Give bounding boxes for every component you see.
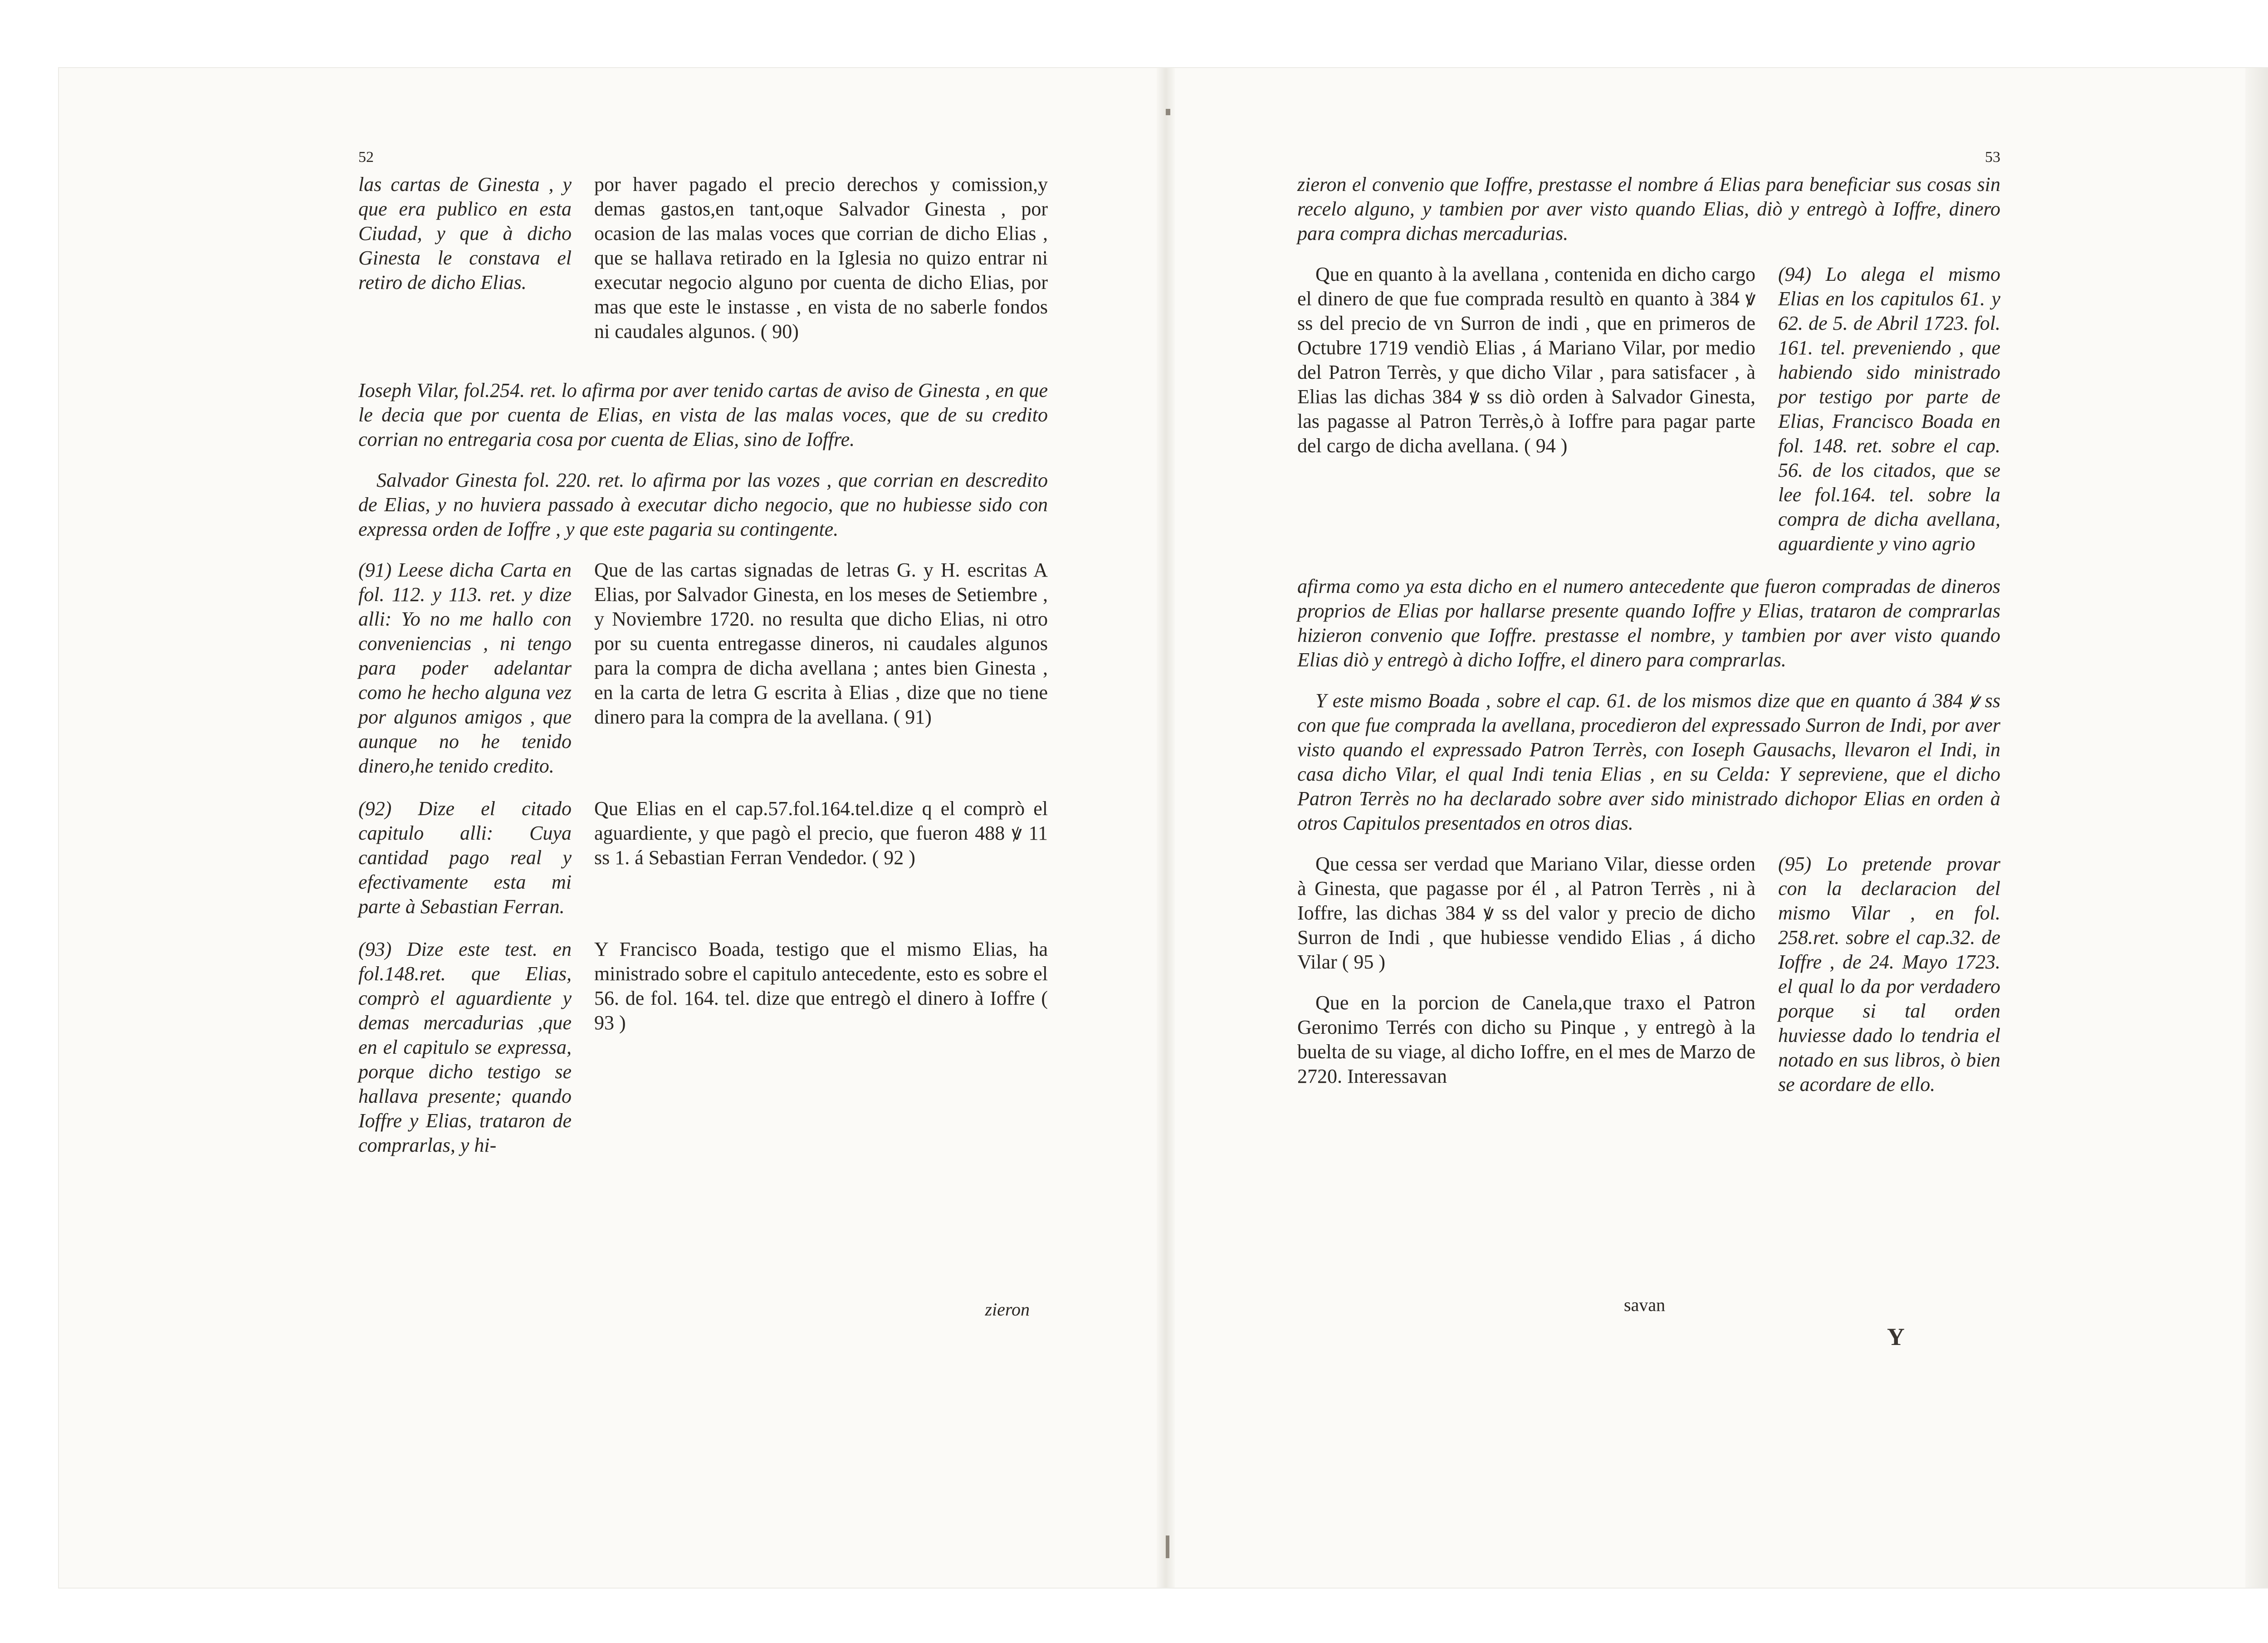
main-text-top: por haver pagado el precio derechos y comission,y demas gastos,en tant,oque Salvador Ginesta , por ocasion de las malas voces que corrian de dicho Elias , que se hallava retirado en la Iglesia no quizo entrar ni executar negocio alguno por cuenta de dicho Elias, por mas que este le instasse , en vista de no saberle fondos ni caudales algunos. ( 90) [594,173,1048,342]
paragraph-95 [1297,852,2000,1105]
top-italic-right: zieron el convenio que Ioffre, prestasse el nombre á Elias para beneficiar sus cosas sin recelo alguno, y tambien por aver visto quando Elias, diò y entregò à Ioffre, dinero para compra dichas mercadurias. [1297,173,2000,244]
gutter-mark-bottom [1166,1535,1169,1558]
paragraph-92 [358,797,1048,919]
top-section-left [358,172,1048,360]
text-95b: Que en la porcion de Canela,que traxo el Patron Geronimo Terrés con dicho su Pinque , y entregò à la buelta de su viage, al dicho Ioffre, en el mes de Marzo de 2720. Interessavan [1297,992,1755,1087]
text-92: Que Elias en el cap.57.fol.164.tel.dize q el comprò el aguardiente, y que pagò el precio, que fueron 488 ꝟ 11 ss 1. á Sebastian Ferran Vendedor. ( 92 ) [594,797,1048,869]
text-93: Y Francisco Boada, testigo que el mismo Elias, ha ministrado sobre el capitulo antecedente, esto es sobre el 56. de fol. 164. tel. dize que entregò el dinero à Ioffre ( 93 ) [594,938,1048,1034]
note-95: (95) Lo pretende provar con la declaracion del mismo Vilar , en fol. 258.ret. sobre el cap.32. de Ioffre , de 24. Mayo 1723. el qual lo da por verdadero porque si tal orden huviesse dado lo tendria el notado en sus libros, ò bien se acordare de ello. [1778,853,2000,1095]
boada-note: Y este mismo Boada , sobre el cap. 61. de los mismos dize que en quanto á 384 ꝟ ss con que fue comprada la avellana, procedieron del expressado Surron de Indi, por aver visto quando el expressado Patron Terrès, con Ioseph Gausachs, llevaron el Indi, in casa dicho Vilar, el qual Indi tenia Elias , en su Celda: Y sepreviene, que el dicho Patron Terrès no ha declarado sobre aver sido ministrado dichopor Elias en orden à otros Capitulos presentados en otros dias. [1297,689,2000,834]
page-edge [2245,68,2268,1588]
salvador-note: Salvador Ginesta fol. 220. ret. lo afirma por las vozes , que corrian en descredito de Elias, y no huviera passado à executar dicho negocio, que no hubiesse sido con expressa orden de Ioffre , y que este pagaria su contingente. [358,469,1048,540]
margin-note-top: las cartas de Ginesta , y que era publico en esta Ciudad, y que à dicho Ginesta le constava el retiro de dicho Elias. [358,173,572,293]
note-93: (93) Dize este test. en fol.148.ret. que Elias, comprò el aguardiente y demas mercadurias ,que en el capitulo se expressa, porque dicho testigo se hallava presente; quando Ioffre y Elias, trataron de comprarlas, y hi- [358,938,572,1156]
book-spread [59,68,2268,1588]
page-number-right: 53 [1985,149,2000,166]
paragraph-94 [1297,262,2000,556]
mid-italic-right: afirma como ya esta dicho en el numero antecedente que fueron compradas de dineros proprios de Elias por hallarse presente quando Ioffre y Elias, trataron de comprarlas hizieron convenio que Ioffre. prestasse el nombre, y tambien por aver visto quando Elias diò y entregò à dicho Ioffre, el dinero para comprarlas. [1297,575,2000,671]
note-94: (94) Lo alega el mismo Elias en los capitulos 61. y 62. de 5. de Abril 1723. fol. 161. tel. preveniendo , que habiendo sido ministrado por testigo por parte de Elias, Francisco Boada en fol. 148. ret. sobre el cap. 56. de los citados, que se lee fol.164. tel. sobre la compra de dicha avellana, aguardiente y vino agrio [1778,263,2000,555]
note-91: (91) Leese dicha Carta en fol. 112. y 113. ret. y dize alli: Yo no me hallo con conveniencias , ni tengo para poder adelantar como he hecho alguna vez por algunos amigos , que aunque no he tenido dinero,he tenido credito. [358,559,572,777]
margin-note-vilar: Ioseph Vilar, fol.254. ret. lo afirma por aver tenido cartas de aviso de Ginesta , en que le decia que por cuenta de Elias, en vista de las malas voces, que de su credito corrian no entregaria cosa por cuenta de Elias, sino de Ioffre. [358,379,1048,450]
signature-mark: Y [1887,1323,1905,1350]
page-number-left: 52 [358,149,374,166]
text-91: Que de las cartas signadas de letras G. y H. escritas A Elias, por Salvador Ginesta, en los meses de Setiembre , y Noviembre 1720. no resulta que dicho Elias, ni otro por su cuenta entregasse dineros, ni caudales algunos para la compra de dicha avellana ; antes bien Ginesta , en la carta de letra G escrita à Elias , dize que no tiene dinero para la compra de la avellana. ( 91) [594,559,1048,728]
note-92: (92) Dize el citado capitulo alli: Cuya cantidad pago real y efectivamente esta mi parte à Sebastian Ferran. [358,797,572,918]
catchword-right: savan [1624,1295,1666,1315]
left-page [358,149,1048,1320]
right-page [1297,149,2000,1350]
gutter-mark-top [1166,109,1170,115]
paragraph-93 [358,937,1048,1158]
catchword-left: zieron [985,1299,1030,1320]
paragraph-91 [358,558,1048,778]
text-94: Que en quanto à la avellana , contenida en dicho cargo el dinero de que fue comprada resultò en quanto à 384 ꝟ ss del precio de vn Surron de indi , que en primeros de Octubre 1719 vendiò Elias , á Mariano Vilar, por medio del Patron Terrès, y que dicho Vilar , para satisfacer , à Elias las dichas 384 ꝟ ss diò orden à Salvador Ginesta, las pagasse al Patron Terrès,ò à Ioffre para pagar parte del cargo de dicha avellana. ( 94 ) [1297,263,1755,457]
book-gutter [1157,68,1175,1588]
text-95: Que cessa ser verdad que Mariano Vilar, diesse orden à Ginesta, que pagasse por él , al Patron Terrès , ni à Ioffre, las dichas 384 ꝟ ss del valor y precio de dicho Surron de Indi , que hubiesse vendido Elias , á dicho Vilar ( 95 ) [1297,853,1755,973]
